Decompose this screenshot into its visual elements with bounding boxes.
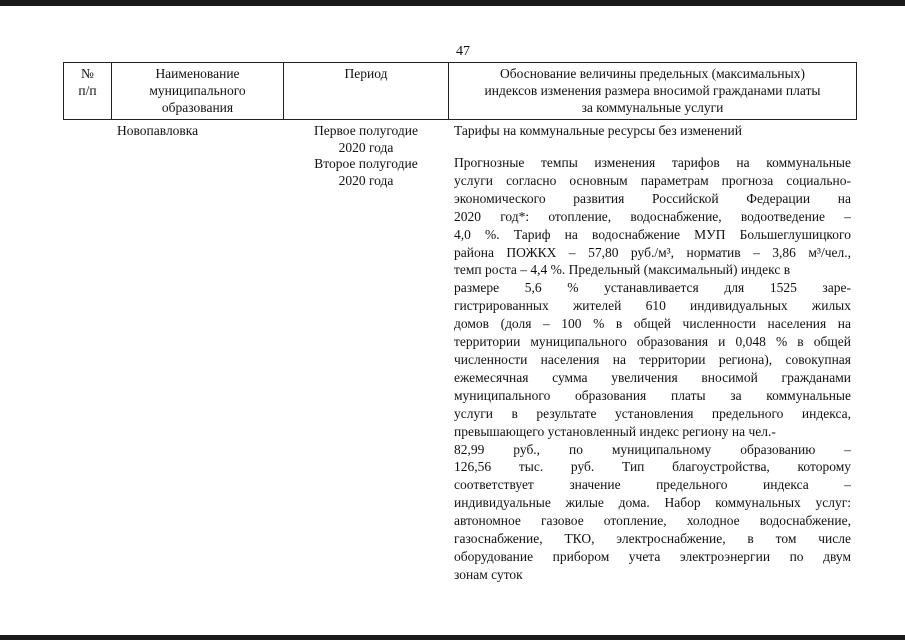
justification-line: территории муниципального образования и 0,048 % в общей [454,334,851,350]
municipality-name: Новопавловка [117,123,199,138]
header-number [64,65,111,99]
header-period [284,65,448,82]
justification-line: соответствует значение предельного индекса – [454,477,851,493]
justification-line: индивидуальные жилые дома. Набор коммунальных услуг: [454,495,851,511]
period-first-half-line-2: 2020 года [338,140,394,155]
justification-line: муниципального образования платы за коммунальные [454,387,851,403]
justification-line: темп роста – 4,4 %. Предельный (максимальный) индекс в [454,262,791,278]
period-first-half-line-1: Первое полугодие [314,123,418,138]
header-justification-line-1: Обоснование величины предельных (максимальных) [500,66,805,81]
justification-line: района ПОЖКХ – 57,80 руб./м³, норматив – 3,86 м³/чел., [454,244,851,260]
justification-line: 2020 год*: отопление, водоснабжение, водоотведение – [454,208,851,224]
header-municipality-line-2: муниципального [149,83,246,98]
period-second-half [290,155,442,189]
justification-line: Прогнозные темпы изменения тарифов на коммунальные [454,155,851,170]
header-period-line-1: Период [344,66,388,81]
justification-line: 82,99 руб., по муниципальному образованию – [454,441,851,457]
header-municipality-line-1: Наименование [155,66,240,81]
justification-line: превышающего установленный индекс региону на чел.- [454,423,776,439]
period-second-half-line-2: 2020 года [338,173,394,188]
period-first-half [290,122,442,156]
header-justification [449,65,856,116]
justification-line: 4,0 %. Тариф на водоснабжение МУП Большеглушицкого [454,226,851,242]
justification-first-half: Тарифы на коммунальные ресурсы без изменений [454,123,742,138]
justification-line: численности населения на территории региона), совокупная [454,351,851,367]
table-right-border [856,62,857,120]
header-justification-line-2: индексов изменения размера вносимой гражданами платы [484,83,821,98]
justification-line: гистрированных жителей 610 индивидуальных жилых [454,298,851,314]
page-number: 47 [456,44,470,59]
justification-line: услуги в результате установления предельного индекса, [454,405,851,421]
header-number-line-1: № [81,66,94,81]
period-second-half-line-1: Второе полугодие [314,156,418,171]
header-municipality-line-3: образования [161,100,234,115]
justification-line: домов (доля – 100 % в общей численности населения на [454,316,851,332]
justification-line: ежемесячная сумма увеличения вносимой гражданами [454,369,851,385]
justification-line: экономического развития Российской Федерации на [454,190,851,206]
justification-line: размере 5,6 % устанавливается для 1525 заре- [454,280,851,296]
justification-second-half [454,154,851,584]
table-header-bottom-border [63,119,857,120]
justification-line: оборудование прибором учета электроэнергии по двум [454,548,851,564]
scan-border-bottom [0,635,905,640]
justification-line: зонам суток [454,566,523,582]
justification-line: газоснабжение, ТКО, электроснабжение, в том числе [454,531,851,547]
header-justification-line-3: за коммунальные услуги [581,100,724,115]
justification-line: 126,56 тыс. руб. Тип благоустройства, которому [454,459,851,475]
justification-line: автономное газовое отопление, холодное водоснабжение, [454,513,851,529]
justification-line: услуги согласно основным параметрам прогноза социально- [454,172,851,188]
table-top-border [63,62,857,63]
header-number-line-2: п/п [78,83,97,98]
header-municipality [112,65,283,116]
scan-border-top [0,0,905,6]
